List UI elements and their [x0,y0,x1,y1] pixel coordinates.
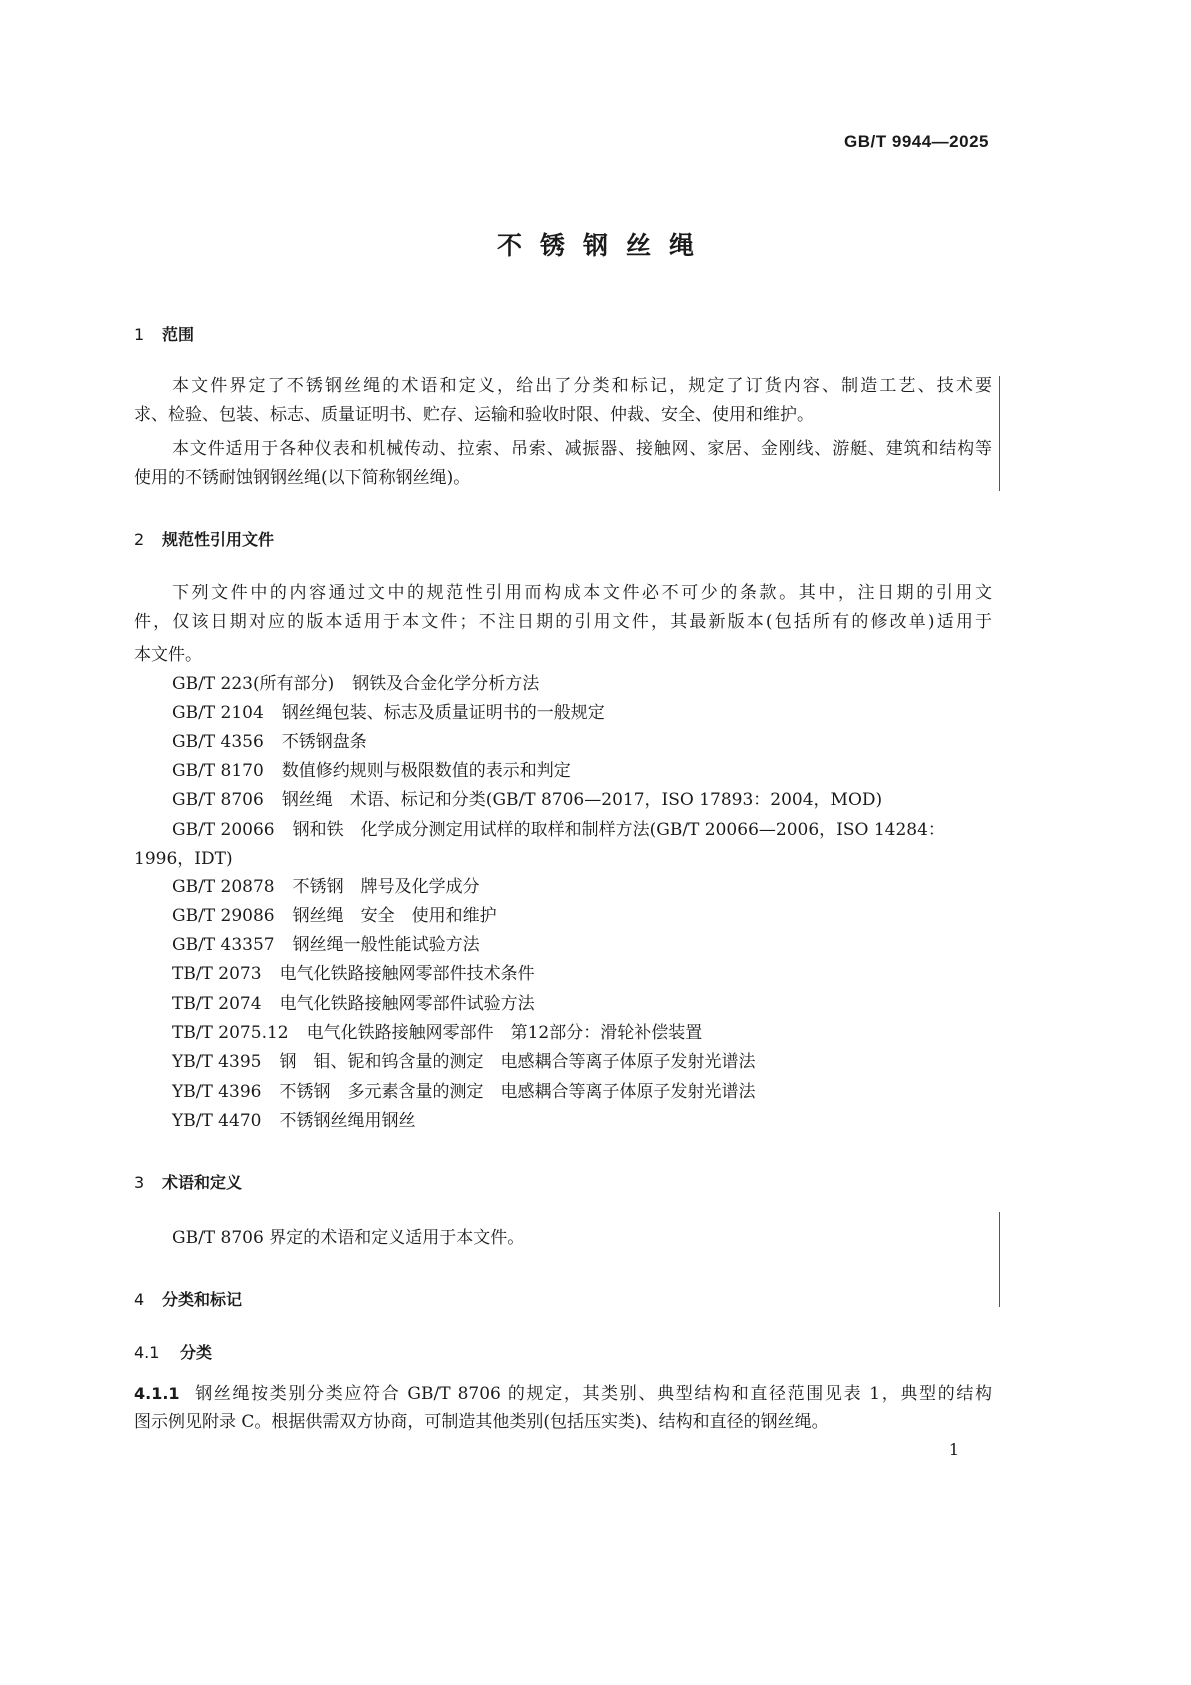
reference-code: TB/T 2075.12 [172,1023,289,1043]
reference-item [172,786,992,815]
reference-code: GB/T 20066 [172,820,275,840]
reference-code: GB/T 8706 [172,790,264,810]
reference-title: 电气化铁路接触网零部件试验方法 [279,994,535,1014]
reference-code: YB/T 4470 [172,1111,262,1131]
reference-title: 电气化铁路接触网零部件技术条件 [279,964,535,984]
section-number: 2 [134,530,145,549]
paragraph-line: 本文件界定了不锈钢丝绳的术语和定义，给出了分类和标记，规定了订货内容、制造工艺、技术要 [172,376,992,396]
reference-title: 不锈钢 牌号及化学成分 [292,877,480,897]
section-number: 3 [134,1173,145,1192]
reference-title: 电气化铁路接触网零部件 第12部分：滑轮补偿装置 [306,1023,703,1043]
document-title: 不锈钢丝绳 [496,231,712,260]
reference-code: GB/T 8170 [172,761,264,781]
paragraph-line: 使用的不锈耐蚀钢钢丝绳(以下简称钢丝绳)。 [134,468,471,488]
reference-item [172,670,992,699]
paragraph-line: GB/T 8706 界定的术语和定义适用于本文件。 [172,1228,525,1248]
section-title: 范围 [162,325,195,344]
section-number: 4.1 [134,1343,160,1362]
reference-code: GB/T 29086 [172,906,275,926]
clause-4-1-1-line [134,1379,992,1408]
reference-title: 钢丝绳 术语、标记和分类(GB/T 8706—2017，ISO 17893：2004，MOD) [281,790,883,810]
reference-item [172,1048,992,1077]
section-title: 分类 [180,1343,213,1362]
reference-item [172,1107,992,1136]
reference-code: GB/T 20878 [172,877,275,897]
reference-code: GB/T 4356 [172,732,264,752]
paragraph-line: 本文件适用于各种仪表和机械传动、拉索、吊索、减振器、接触网、家居、金刚线、游艇、建筑和结构等 [172,439,992,459]
reference-title: 不锈钢盘条 [281,732,367,752]
section-number: 4 [134,1290,145,1309]
reference-code: TB/T 2074 [172,994,262,1014]
reference-title: 不锈钢丝绳用钢丝 [279,1111,416,1131]
reference-code: TB/T 2073 [172,964,262,984]
reference-title: 钢丝绳包装、标志及质量证明书的一般规定 [281,703,605,723]
reference-item [172,728,992,757]
reference-title: 钢丝绳 安全 使用和维护 [292,906,497,926]
section-2-heading [134,527,274,550]
page-number: 1 [948,1440,959,1459]
clause-number: 4.1.1 [134,1384,180,1403]
change-bar [999,1212,1000,1307]
section-title: 规范性引用文件 [162,530,275,549]
reference-code: GB/T 223(所有部分) [172,674,335,694]
paragraph-line: 本文件。 [134,645,202,665]
reference-item [172,816,992,845]
reference-item [172,960,992,989]
reference-title: 钢和铁 化学成分测定用试样的取样和制样方法(GB/T 20066—2006，ISO 14284： [292,820,945,840]
reference-item [172,902,992,931]
document-number: GB/T 9944—2025 [844,132,989,151]
section-4-1-heading [134,1340,212,1363]
section-title: 术语和定义 [162,1173,243,1192]
change-bar [999,376,1000,491]
reference-item [172,1078,992,1107]
reference-title: 不锈钢 多元素含量的测定 电感耦合等离子体原子发射光谱法 [279,1082,756,1102]
section-title: 分类和标记 [162,1290,243,1309]
reference-item [172,873,992,902]
paragraph-line: 图示例见附录 C。根据供需双方协商，可制造其他类别(包括压实类)、结构和直径的钢丝绳。 [134,1412,829,1432]
reference-item [172,699,992,728]
reference-code: GB/T 43357 [172,935,275,955]
reference-continuation: 1996，IDT) [134,849,233,869]
section-1-heading [134,322,194,345]
reference-item [172,757,992,786]
reference-code: YB/T 4395 [172,1052,262,1072]
section-4-heading [134,1287,242,1310]
reference-item [172,931,992,960]
paragraph-line: 件，仅该日期对应的版本适用于本文件；不注日期的引用文件，其最新版本(包括所有的修改单)适用于 [134,612,992,632]
reference-title: 钢 钼、铌和钨含量的测定 电感耦合等离子体原子发射光谱法 [279,1052,756,1072]
reference-code: GB/T 2104 [172,703,264,723]
section-number: 1 [134,325,145,344]
reference-code: YB/T 4396 [172,1082,262,1102]
paragraph-line: 下列文件中的内容通过文中的规范性引用而构成本文件必不可少的条款。其中，注日期的引用文 [172,583,992,603]
clause-text: 钢丝绳按类别分类应符合 GB/T 8706 的规定，其类别、典型结构和直径范围见表 1，典型的结构 [193,1384,992,1404]
reference-title: 钢丝绳一般性能试验方法 [292,935,480,955]
reference-item [172,990,992,1019]
paragraph-line: 求、检验、包装、标志、质量证明书、贮存、运输和验收时限、仲裁、安全、使用和维护。 [134,405,814,425]
reference-title: 钢铁及合金化学分析方法 [352,674,540,694]
section-3-heading [134,1170,242,1193]
reference-title: 数值修约规则与极限数值的表示和判定 [281,761,571,781]
reference-item [172,1019,992,1048]
